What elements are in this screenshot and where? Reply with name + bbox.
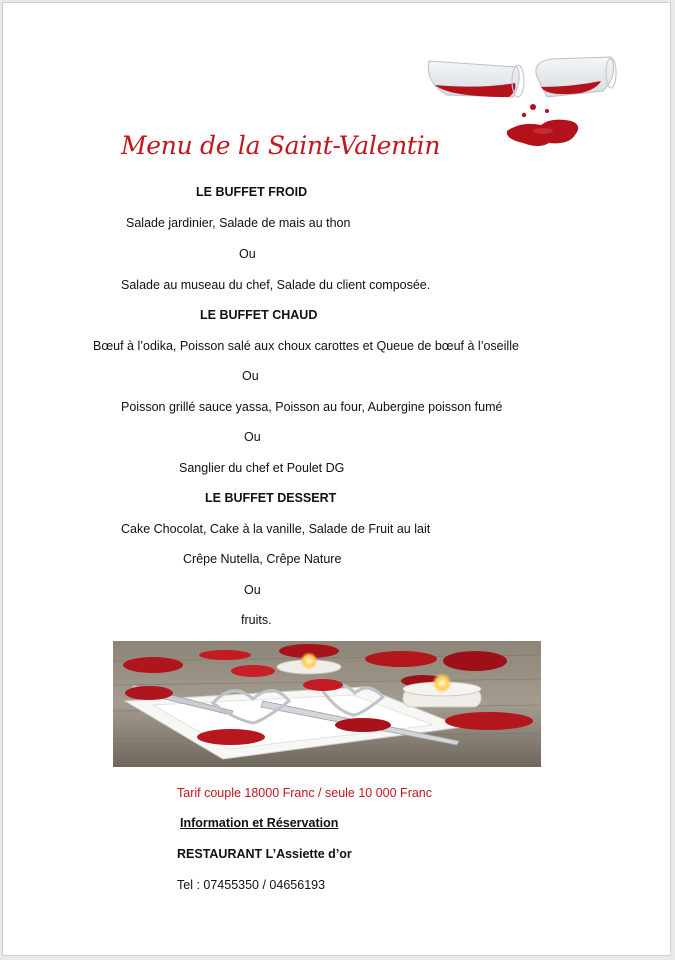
chaud-line-1: Bœuf à l’odika, Poisson salé aux choux carottes et Queue de bœuf à l’oseille	[93, 339, 519, 353]
chaud-line-3: Sanglier du chef et Poulet DG	[179, 461, 345, 475]
dessert-or: Ou	[244, 583, 261, 597]
section-heading-dessert: LE BUFFET DESSERT	[205, 491, 337, 505]
page-title: Menu de la Saint-Valentin	[121, 131, 441, 160]
price-text: Tarif couple 18000 Franc / seule 10 000 Franc	[177, 786, 433, 800]
menu-page	[2, 2, 671, 956]
froid-or: Ou	[239, 247, 256, 261]
froid-line-2: Salade au museau du chef, Salade du client composée.	[121, 278, 431, 292]
restaurant-name: RESTAURANT L’Assiette d’or	[177, 847, 352, 861]
info-heading: Information et Réservation	[180, 816, 339, 830]
wine-glasses-image	[421, 51, 621, 151]
phone-number: Tel : 07455350 / 04656193	[177, 878, 326, 892]
table-setting-image	[113, 641, 541, 767]
section-heading-chaud: LE BUFFET CHAUD	[200, 308, 318, 322]
froid-line-1: Salade jardinier, Salade de mais au thon	[126, 216, 351, 230]
chaud-line-2: Poisson grillé sauce yassa, Poisson au four, Aubergine poisson fumé	[121, 400, 503, 414]
dessert-line-3: fruits.	[241, 613, 272, 627]
chaud-or-1: Ou	[242, 369, 259, 383]
dessert-line-2: Crêpe Nutella, Crêpe Nature	[183, 552, 342, 566]
section-heading-froid: LE BUFFET FROID	[196, 185, 308, 199]
chaud-or-2: Ou	[244, 430, 261, 444]
dessert-line-1: Cake Chocolat, Cake à la vanille, Salade de Fruit au lait	[121, 522, 431, 536]
